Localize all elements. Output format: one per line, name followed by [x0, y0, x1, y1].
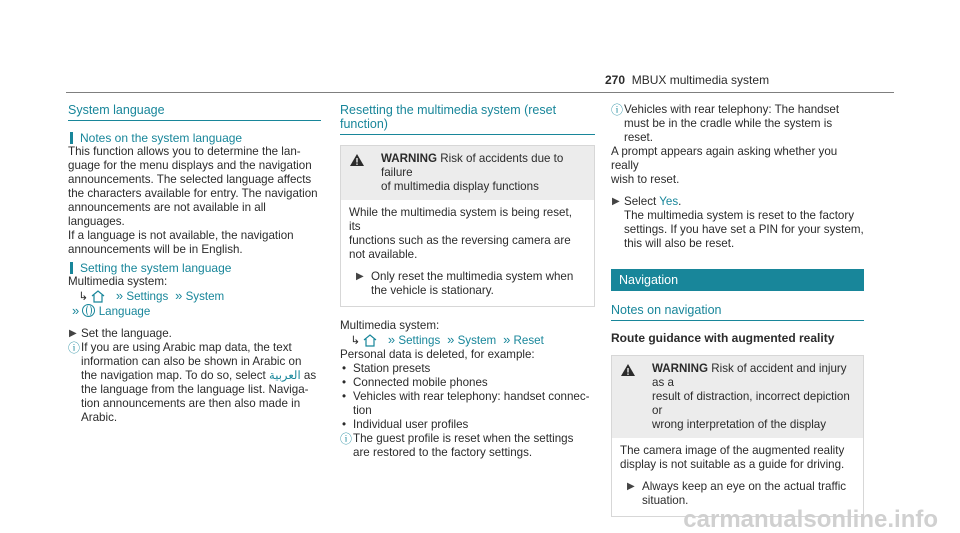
list-item: • Vehicles with rear telephony: handset connec- tion	[342, 390, 590, 417]
menu-path-system: System	[457, 334, 497, 347]
warning-label: WARNING	[381, 152, 438, 165]
warning-body: While the multimedia system is being reset, its functions such as the reversing camera are not available. ▶ Only reset the multimedia system when the vehicle is stationary.	[341, 200, 594, 306]
menu-path-settings: Settings	[126, 290, 169, 303]
paragraph-multimedia-system-2: Multimedia system:	[340, 319, 440, 332]
warning-header: WARNING Risk of accident and injury as a result of distraction, incorrect depiction or wrong interpretation of the display	[612, 356, 863, 438]
warning-box-reset	[340, 145, 595, 307]
globe-icon	[82, 304, 95, 317]
warning-triangle-icon	[620, 363, 636, 377]
paragraph-multimedia-system: Multimedia system:	[68, 275, 168, 288]
chevron-right-icon: »	[72, 303, 80, 318]
menu-path-reset	[340, 333, 595, 348]
step-arrow-icon: ▶	[612, 196, 620, 207]
page-number: 270	[605, 73, 626, 87]
menu-path-language: Language	[98, 305, 151, 318]
warning-triangle-icon	[349, 153, 365, 167]
note-rear-telephony: ⓘ Vehicles with rear telephony: The handset must be in the cradle while the system is reset.	[611, 103, 840, 144]
return-arrow-icon: ↳	[72, 290, 89, 303]
chapter-band-navigation: Navigation	[611, 269, 864, 291]
warning-label: WARNING	[652, 362, 709, 375]
warning-body: The camera image of the augmented reality display is not suitable as a guide for driving. ▶ Always keep an eye on the actual traffic situation.	[612, 438, 863, 516]
list-item: • Connected mobile phones	[342, 376, 488, 389]
menu-path-language	[68, 289, 321, 319]
step-arrow-icon: ▶	[69, 328, 77, 339]
home-icon	[363, 334, 377, 347]
menu-path-settings: Settings	[398, 334, 441, 347]
subheading-notes-language: Notes on the system language	[68, 131, 321, 145]
section-title-notes-navigation: Notes on navigation	[611, 303, 864, 321]
note-arabic: ⓘ If you are using Arabic map data, the text information can also be shown in Arabic on the navigation map. To do so, select العربية as the language from the language list. Naviga- tion announcements are then also made in Arabic.	[68, 341, 317, 424]
info-icon: ⓘ	[611, 103, 624, 117]
step-arrow-icon: ▶	[356, 271, 364, 282]
home-icon	[91, 290, 105, 303]
step-select-yes: ▶ Select Yes. The multimedia system is reset to the factory settings. If you have set a PIN for your system, this will also be reset.	[612, 195, 864, 250]
page-header	[605, 73, 769, 87]
warning-header: WARNING Risk of accidents due to failure of multimedia display functions	[341, 146, 594, 200]
page-title: MBUX multimedia system	[631, 73, 770, 87]
chevron-right-icon: »	[171, 288, 183, 303]
warning-box-navigation	[611, 355, 864, 517]
warning-step: ▶ Always keep an eye on the actual traffic situation.	[627, 480, 847, 507]
watermark: carmanualsonline.info	[683, 506, 938, 533]
chevron-right-icon: »	[380, 332, 396, 347]
menu-path-system: System	[185, 290, 225, 303]
column-1	[68, 103, 321, 425]
arabic-option: العربية	[268, 369, 301, 382]
column-2	[340, 103, 595, 460]
header-rule	[66, 92, 894, 93]
paragraph-personal-data: Personal data is deleted, for example:	[340, 348, 535, 361]
return-arrow-icon: ↳	[344, 334, 361, 347]
chevron-right-icon: »	[108, 288, 124, 303]
step-set-language: ▶ Set the language.	[69, 327, 172, 340]
column-3	[611, 103, 864, 517]
menu-path-reset: Reset	[513, 334, 544, 347]
note-guest-profile: ⓘ The guest profile is reset when the settings are restored to the factory settings.	[340, 432, 574, 459]
list-item: • Station presets	[342, 362, 431, 375]
subheading-route-guidance: Route guidance with augmented reality	[611, 331, 835, 345]
section-title-reset: Resetting the multimedia system (reset function)	[340, 103, 595, 135]
warning-step: ▶ Only reset the multimedia system when the vehicle is stationary.	[356, 270, 574, 297]
list-item: • Individual user profiles	[342, 418, 469, 431]
paragraph-language-intro: This function allows you to determine the lan- guage for the menu displays and the navigation announcements. The selected language affects the characters available for entry. The navigation announcements are not available in all languages. If a language is not available, the navigation announcements will be in English.	[68, 145, 318, 256]
info-icon: ⓘ	[340, 432, 353, 446]
paragraph-prompt: A prompt appears again asking whether you really wish to reset.	[611, 145, 838, 186]
yes-option: Yes	[659, 195, 679, 208]
step-arrow-icon: ▶	[627, 481, 635, 492]
chevron-right-icon: »	[443, 332, 455, 347]
section-title-system-language: System language	[68, 103, 321, 121]
chevron-right-icon: »	[499, 332, 511, 347]
subheading-setting-language: Setting the system language	[68, 261, 321, 275]
info-icon: ⓘ	[68, 341, 81, 355]
